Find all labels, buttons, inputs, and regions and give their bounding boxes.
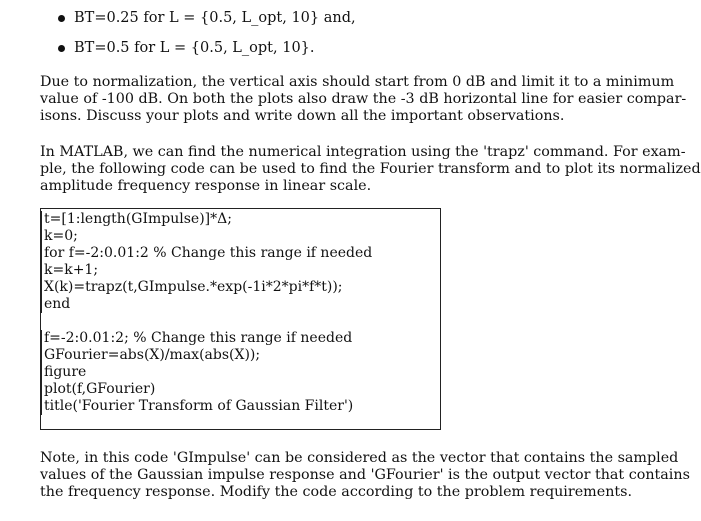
- paragraph-line: Note, in this code 'GImpulse' can be considered as the vector that contains the sampled: [40, 450, 679, 466]
- paragraph-line: the frequency response. Modify the code according to the problem requirements.: [40, 484, 633, 500]
- note-paragraph: [40, 450, 690, 501]
- paragraph-line: values of the Gaussian impulse response and 'GFourier' is the output vector that contains: [40, 467, 690, 483]
- code-line: figure: [41, 364, 440, 381]
- bullet-icon: [58, 45, 65, 52]
- bullet-icon: [58, 15, 65, 22]
- bullet-text: BT=0.5 for L = {0.5, L_opt, 10}.: [74, 40, 315, 56]
- code-line: for f=-2:0.01:2 % Change this range if needed: [41, 245, 440, 262]
- code-line: end: [41, 296, 440, 313]
- bullet-item-bt05: [58, 36, 356, 60]
- code-line: t=[1:length(GImpulse)]*Δ;: [41, 211, 440, 228]
- bullet-text: BT=0.25 for L = {0.5, L_opt, 10} and,: [74, 10, 356, 26]
- paragraph-line: ple, the following code can be used to find the Fourier transform and to plot its normalized: [40, 161, 701, 177]
- code-line: plot(f,GFourier): [41, 381, 440, 398]
- code-line: GFourier=abs(X)/max(abs(X));: [41, 347, 440, 364]
- matlab-paragraph: [40, 144, 701, 195]
- code-line: X(k)=trapz(t,GImpulse.*exp(-1i*2*pi*f*t));: [41, 279, 440, 296]
- code-line: k=0;: [41, 228, 440, 245]
- bullet-item-bt025: [58, 6, 356, 30]
- code-listing: [40, 208, 441, 430]
- normalization-paragraph: [40, 74, 687, 125]
- code-line: k=k+1;: [41, 262, 440, 279]
- paragraph-line: isons. Discuss your plots and write down all the important observations.: [40, 108, 565, 124]
- paragraph-line: amplitude frequency response in linear scale.: [40, 178, 372, 194]
- code-line: title('Fourier Transform of Gaussian Filter'): [41, 398, 440, 415]
- bullet-list: [58, 6, 356, 60]
- paragraph-line: value of -100 dB. On both the plots also draw the -3 dB horizontal line for easier compar-: [40, 91, 687, 107]
- paragraph-line: In MATLAB, we can find the numerical integration using the 'trapz' command. For exam-: [40, 144, 686, 160]
- paragraph-line: Due to normalization, the vertical axis should start from 0 dB and limit it to a minimum: [40, 74, 675, 90]
- code-line: f=-2:0.01:2; % Change this range if needed: [41, 330, 440, 347]
